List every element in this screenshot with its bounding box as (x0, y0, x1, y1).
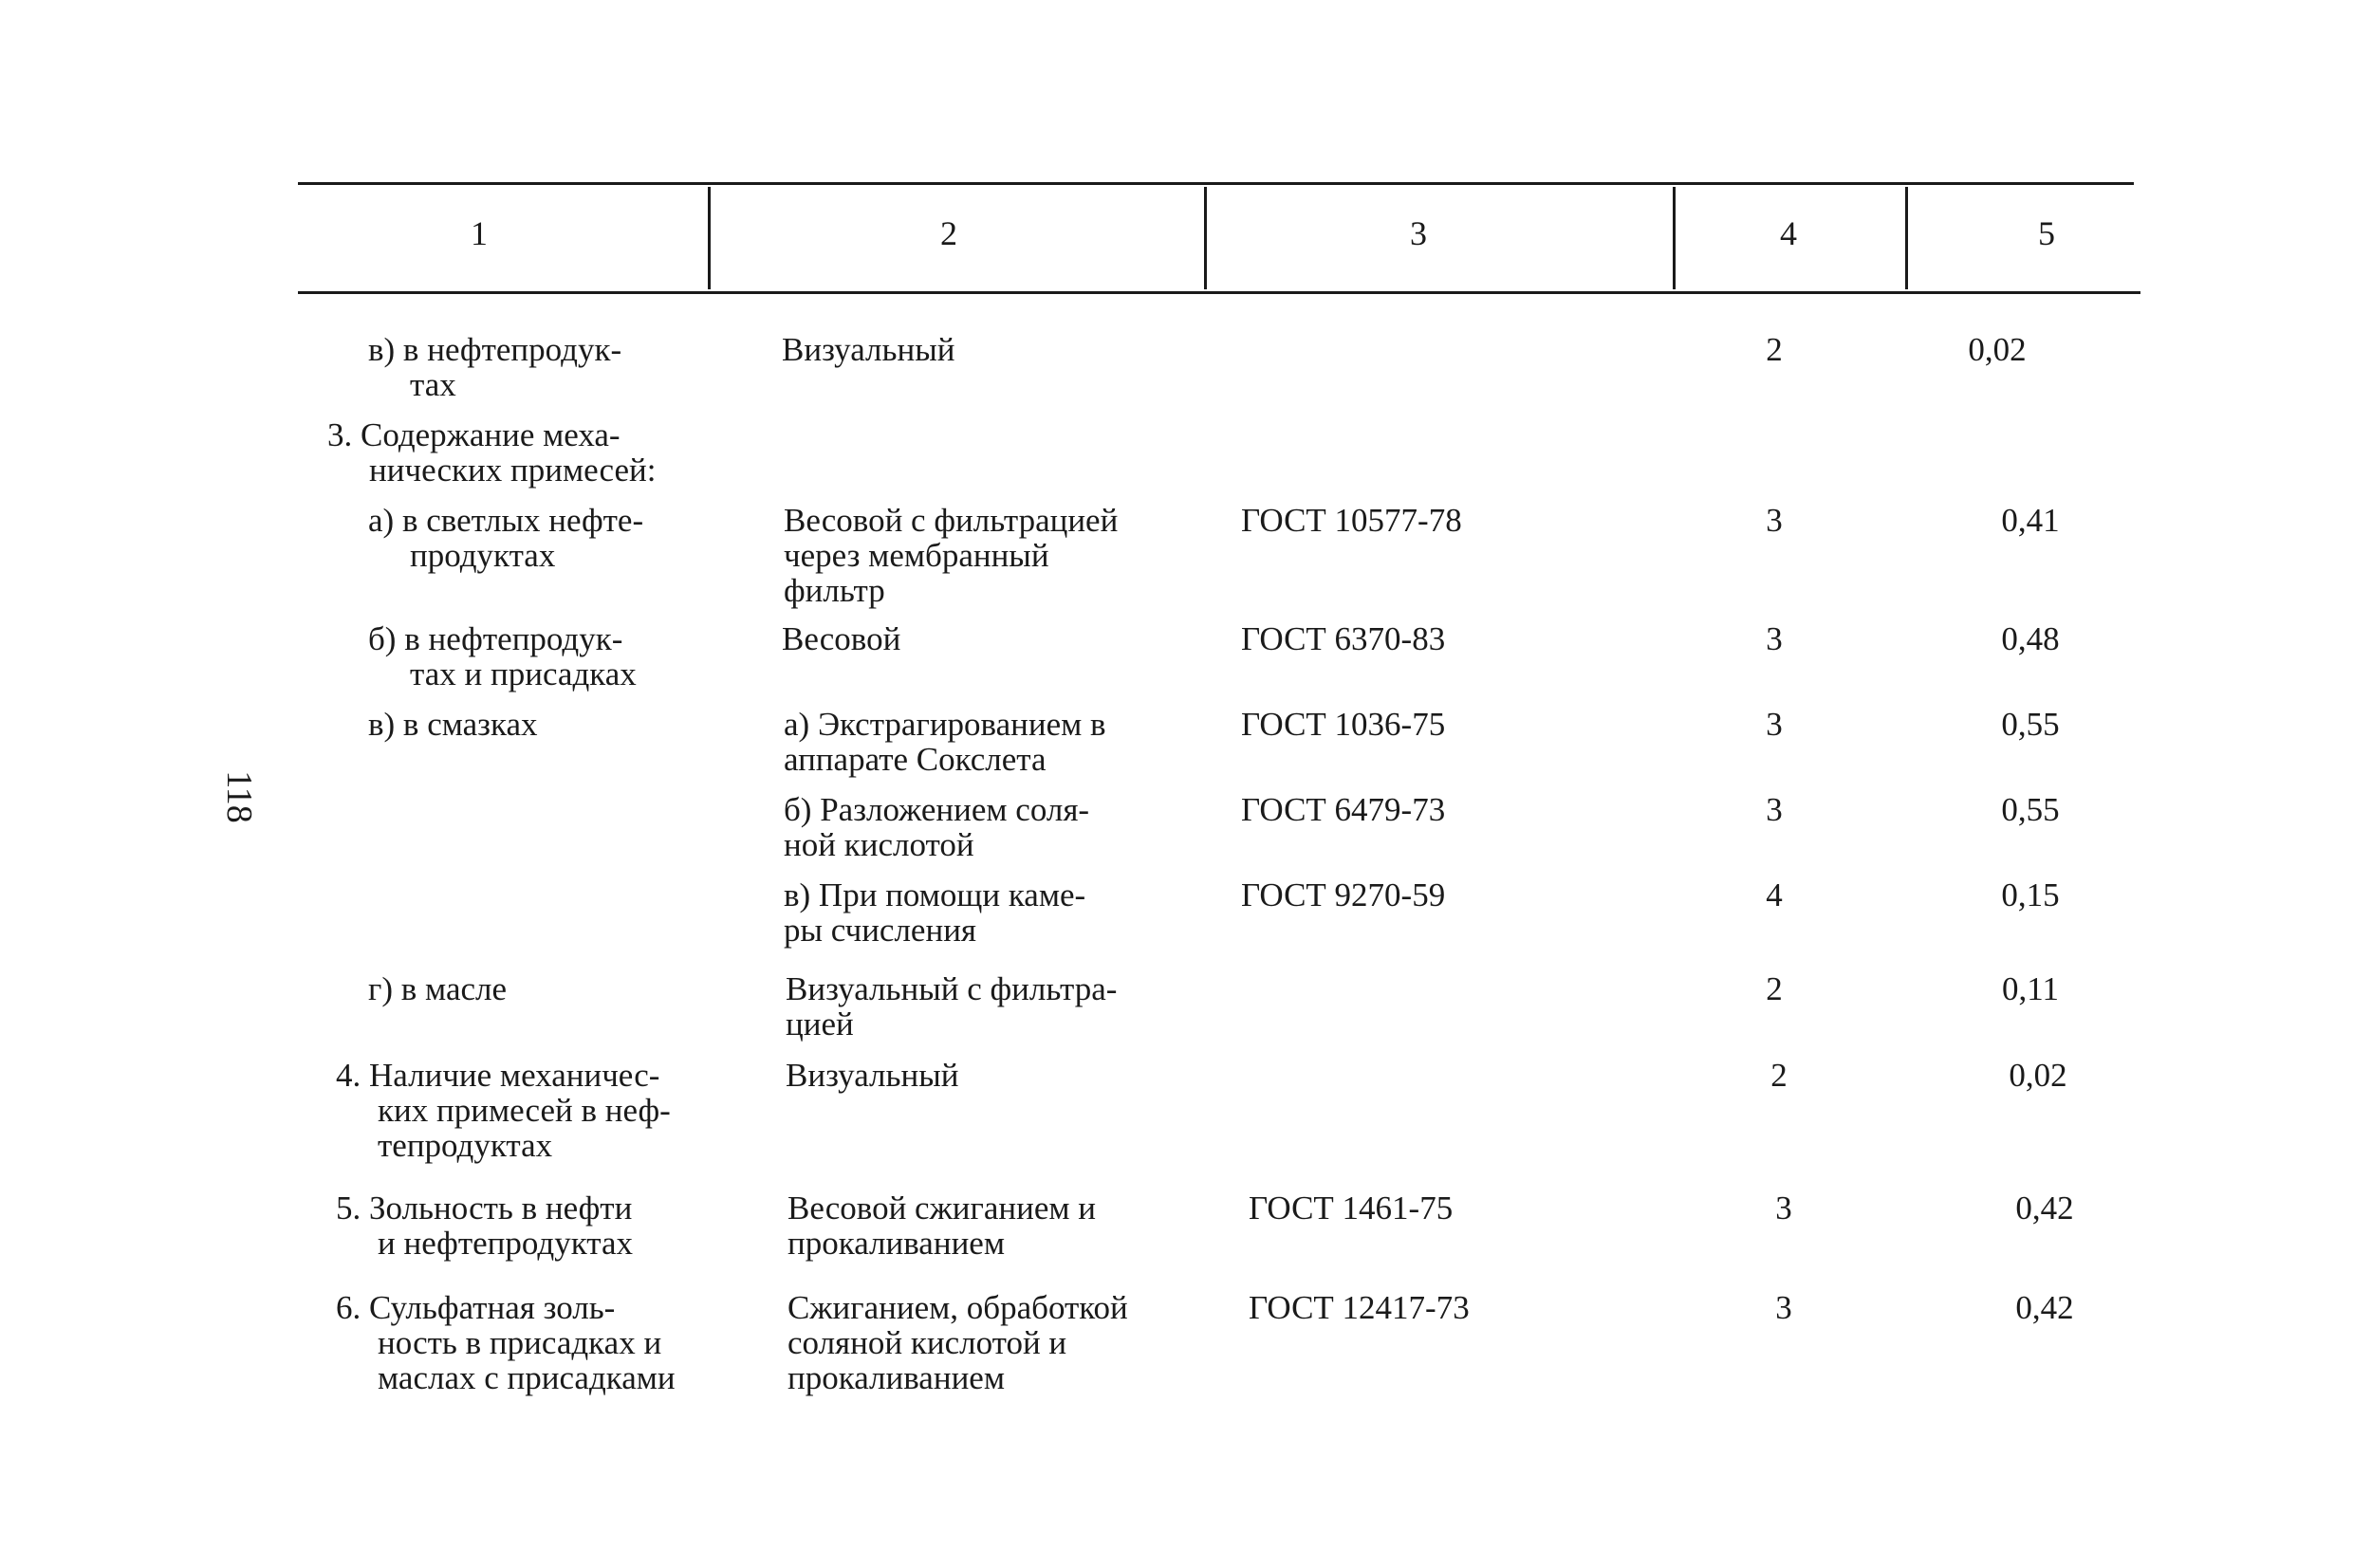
header-col-2: 2 (940, 214, 957, 252)
table-row-4-col-4: 3 (1766, 706, 1783, 743)
table-row-6-col-2: в) При помощи каме- ры счисления (784, 876, 1086, 949)
table-row-3-col-3: ГОСТ 6370-83 (1241, 620, 1446, 657)
page-number: 118 (218, 770, 259, 823)
header-col-4: 4 (1780, 214, 1797, 252)
table-row-1-col-1: 3. Содержание меха- нических примесей: (327, 416, 657, 489)
header-col-1: 1 (471, 214, 488, 252)
table-row-9-col-3: ГОСТ 1461-75 (1249, 1190, 1454, 1227)
table-row-0-col-4: 2 (1766, 331, 1783, 368)
table-row-0-col-1: в) в нефтепродук- тах (368, 331, 622, 403)
table-row-9-col-2: Весовой сжиганием и прокаливанием (787, 1190, 1097, 1262)
table-row-5-col-2: б) Разложением соля- ной кислотой (784, 791, 1090, 863)
table-row-10-col-1: 6. Сульфатная золь- ность в присадках и маслах с присадками (336, 1289, 676, 1396)
table-row-2-col-2: Весовой с фильтрацией через мембранный фильтр (784, 502, 1119, 609)
table-row-6-col-5: 0,15 (2001, 876, 2060, 913)
table-row-7-col-5: 0,11 (2002, 970, 2059, 1007)
table-row-10-col-2: Сжиганием, обработкой соляной кислотой и прокаливанием (787, 1289, 1128, 1396)
table-row-0-col-5: 0,02 (1968, 331, 2027, 368)
table-row-2-col-1: а) в светлых нефте- продуктах (368, 502, 644, 574)
table-row-9-col-1: 5. Зольность в нефти и нефтепродуктах (336, 1190, 634, 1262)
table-row-8-col-1: 4. Наличие механичес- ких примесей в неф- тепродуктах (336, 1057, 671, 1164)
header-bottom-rule (298, 291, 2140, 294)
table-row-3-col-4: 3 (1766, 620, 1783, 657)
table-row-0-col-2: Визуальный (782, 331, 955, 368)
table-row-2-col-4: 3 (1766, 502, 1783, 539)
table-row-8-col-4: 2 (1770, 1057, 1788, 1094)
table-row-2-col-3: ГОСТ 10577-78 (1241, 502, 1462, 539)
table-row-4-col-1: в) в смазках (368, 706, 538, 743)
table-row-6-col-4: 4 (1766, 876, 1783, 913)
table-row-3-col-2: Весовой (782, 620, 901, 657)
table-row-5-col-3: ГОСТ 6479-73 (1241, 791, 1446, 828)
table-row-2-col-5: 0,41 (2001, 502, 2060, 539)
header-col-3: 3 (1410, 214, 1427, 252)
header-divider-2 (1204, 187, 1207, 289)
header-divider-1 (708, 187, 711, 289)
header-divider-4 (1905, 187, 1908, 289)
table-row-4-col-5: 0,55 (2001, 706, 2060, 743)
table-row-4-col-2: а) Экстрагированием в аппарате Сокслета (784, 706, 1106, 778)
table-row-10-col-5: 0,42 (2015, 1289, 2074, 1326)
table-row-5-col-5: 0,55 (2001, 791, 2060, 828)
table-row-4-col-3: ГОСТ 1036-75 (1241, 706, 1446, 743)
table-top-rule (298, 182, 2134, 185)
table-row-8-col-5: 0,02 (2009, 1057, 2067, 1094)
table-row-5-col-4: 3 (1766, 791, 1783, 828)
table-row-9-col-5: 0,42 (2015, 1190, 2074, 1227)
table-row-10-col-3: ГОСТ 12417-73 (1249, 1289, 1470, 1326)
table-row-6-col-3: ГОСТ 9270-59 (1241, 876, 1446, 913)
table-row-7-col-2: Визуальный с фильтра- цией (786, 970, 1118, 1042)
table-row-7-col-1: г) в масле (368, 970, 508, 1007)
table-row-7-col-4: 2 (1766, 970, 1783, 1007)
table-row-3-col-1: б) в нефтепродук- тах и присадках (368, 620, 637, 692)
header-divider-3 (1673, 187, 1676, 289)
table-row-3-col-5: 0,48 (2001, 620, 2060, 657)
header-col-5: 5 (2038, 214, 2055, 252)
table-row-8-col-2: Визуальный (786, 1057, 959, 1094)
table-row-9-col-4: 3 (1775, 1190, 1792, 1227)
table-row-10-col-4: 3 (1775, 1289, 1792, 1326)
